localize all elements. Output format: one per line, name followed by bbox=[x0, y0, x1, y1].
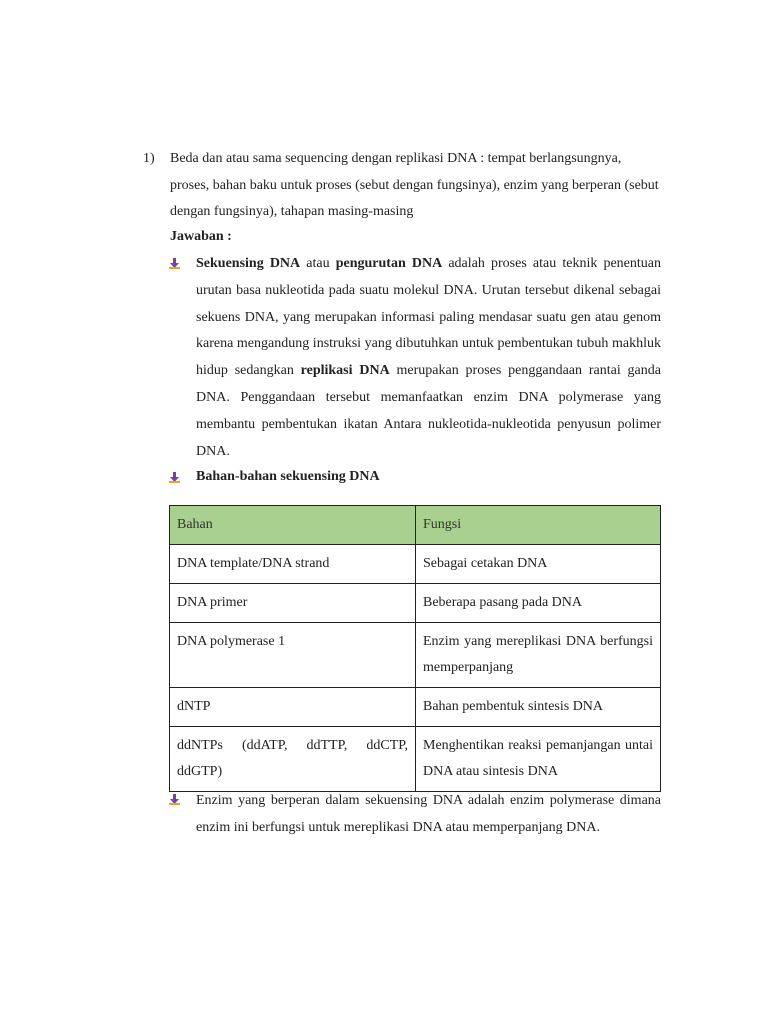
table-row bbox=[170, 688, 661, 727]
bullet-enzim-paragraph: Enzim yang berperan dalam sekuensing DNA adalah enzim polymerase dimana enzim ini berfungsi untuk mereplikasi DNA atau memperpanjang DNA. bbox=[196, 793, 661, 835]
arrow-bullet-icon bbox=[169, 258, 180, 269]
table-cell: Menghentikan reaksi pemanjangan untai DNA atau sintesis DNA bbox=[416, 727, 661, 792]
term-pengurutan-dna: pengurutan DNA bbox=[335, 256, 443, 271]
table-row bbox=[170, 623, 661, 688]
table-row bbox=[170, 727, 661, 792]
table-cell: Beberapa pasang pada DNA bbox=[416, 584, 661, 623]
answer-label: Jawaban : bbox=[170, 229, 232, 244]
table-cell: DNA primer bbox=[170, 584, 416, 623]
question-text: Beda dan atau sama sequencing dengan replikasi DNA : tempat berlangsungnya, proses, bahan baku untuk proses (sebut dengan fungsinya), enzim yang berperan (sebut dengan fungsinya), tahapan masing-masing bbox=[170, 151, 659, 219]
arrow-bullet-icon bbox=[169, 472, 180, 483]
table-cell: Sebagai cetakan DNA bbox=[416, 545, 661, 584]
table-cell: DNA polymerase 1 bbox=[170, 623, 416, 688]
bullet-sekuensing-paragraph bbox=[196, 251, 661, 465]
table-cell: DNA template/DNA strand bbox=[170, 545, 416, 584]
question-number: 1) bbox=[143, 151, 155, 166]
table-cell: ddNTPs (ddATP, ddTTP, ddCTP, ddGTP) bbox=[170, 727, 416, 792]
arrow-bullet-icon bbox=[169, 794, 180, 805]
text-segment: adalah proses atau teknik penentuan urutan basa nukleotida pada suatu molekul DNA. Urutan tersebut dikenal sebagai sekuens DNA, yang merupakan informasi paling mendasar suatu gen atau genom karena mengandung instruksi yang dibutuhkan untuk pembentukan tubuh makhluk hidup sedangkan bbox=[196, 256, 661, 379]
table-row bbox=[170, 584, 661, 623]
term-sekuensing-dna: Sekuensing DNA bbox=[196, 256, 301, 271]
table-header-row bbox=[170, 506, 661, 545]
table-header-cell: Bahan bbox=[170, 506, 416, 545]
table-cell: Bahan pembentuk sintesis DNA bbox=[416, 688, 661, 727]
text-segment: atau bbox=[300, 256, 336, 271]
table-cell: Enzim yang mereplikasi DNA berfungsi memperpanjang bbox=[416, 623, 661, 688]
bahan-heading: Bahan-bahan sekuensing DNA bbox=[196, 469, 380, 484]
table-row bbox=[170, 545, 661, 584]
table-header-cell: Fungsi bbox=[416, 506, 661, 545]
term-replikasi-dna: replikasi DNA bbox=[300, 363, 390, 379]
text-segment: merupakan proses penggandaan rantai ganda DNA. Penggandaan tersebut memanfaatkan enzim DNA polymerase yang membantu pembentukan ikatan Antara nukleotida-nukleotida penyusun polimer DNA. bbox=[196, 363, 661, 459]
bahan-table bbox=[169, 505, 661, 792]
table-cell: dNTP bbox=[170, 688, 416, 727]
